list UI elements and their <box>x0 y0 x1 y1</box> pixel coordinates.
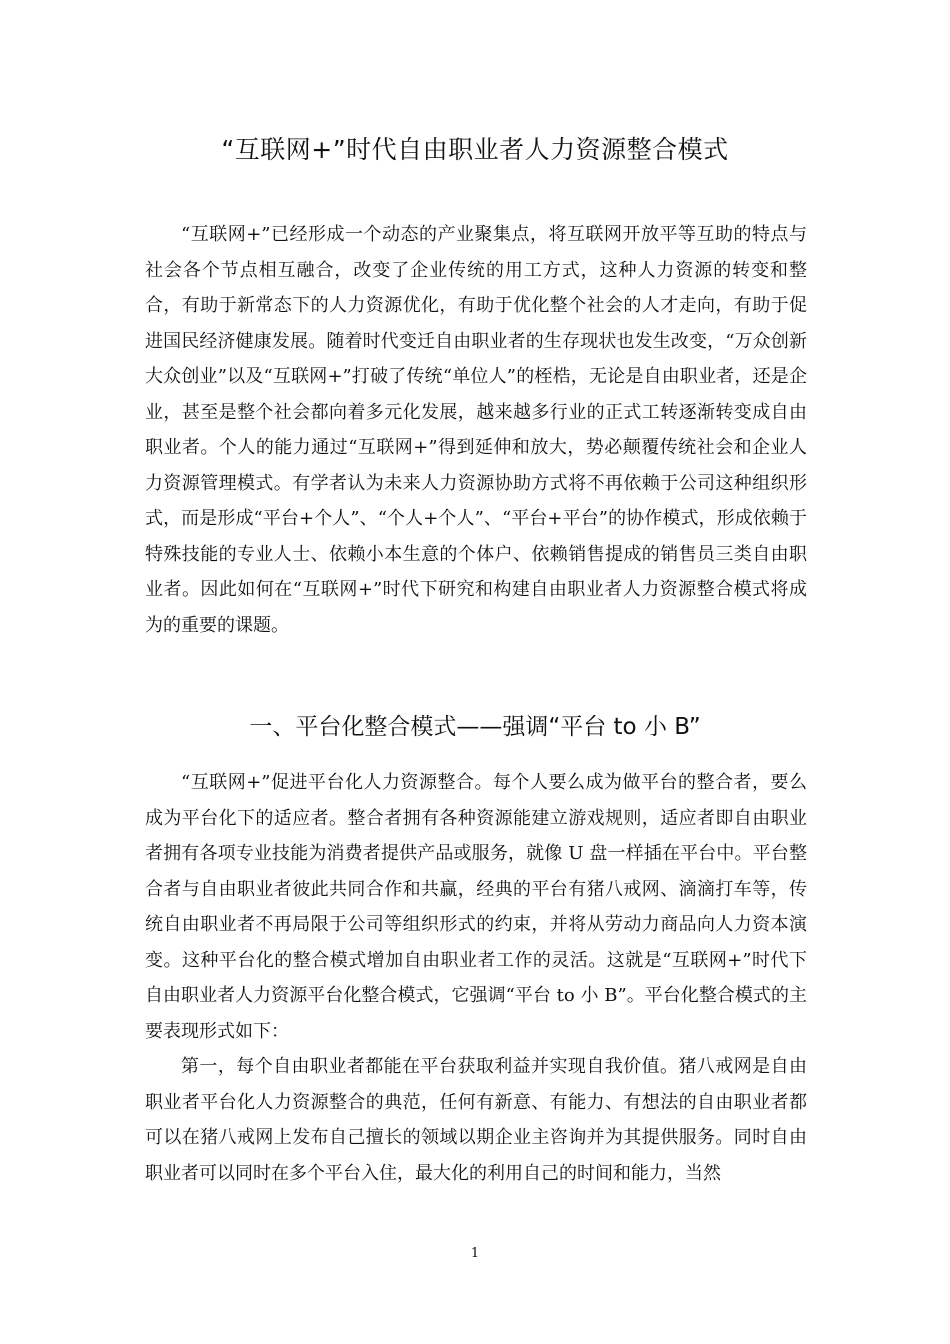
section-paragraph-2: 第一，每个自由职业者都能在平台获取利益并实现自我价值。猪八戒网是自由职业者平台化人力资源整合的典范，任何有新意、有能力、有想法的自由职业者都可以在猪八戒网上发布自己擅长的领域以期企业主咨询并为其提供服务。同时自由职业者可以同时在多个平台入住，最大化的利用自己的时间和能力，当然 <box>145 1056 807 1184</box>
section-heading: 一、平台化整合模式——强调“平台 to 小 B” <box>249 714 701 740</box>
section-paragraph-1: “互联网+”促进平台化人力资源整合。每个人要么成为做平台的整合者，要么成为平台化下的适应者。整合者拥有各种资源能建立游戏规则，适应者即自由职业者拥有各项专业技能为消费者提供产品或服务，就像 U 盘一样插在平台中。平台整合者与自由职业者彼此共同合作和共赢，经典的平台有猪八戒网、滴滴打车等，传统自由职业者不再局限于公司等组织形式的约束，并将从劳动力商品向人力资本演变。这种平台化的整合模式增加自由职业者工作的灵活。这就是“互联网+”时代下自由职业者人力资源平台化整合模式，它强调“平台 to 小 B”。平台化整合模式的主要表现形式如下： <box>145 772 807 1042</box>
section-body <box>145 765 807 1191</box>
document-title: “互联网+”时代自由职业者人力资源整合模式 <box>221 135 729 164</box>
page-number: 1 <box>470 1246 480 1261</box>
intro-section <box>145 217 807 643</box>
intro-paragraph: “互联网+”已经形成一个动态的产业聚集点，将互联网开放平等互助的特点与社会各个节点相互融合，改变了企业传统的用工方式，这种人力资源的转变和整合，有助于新常态下的人力资源优化，有助于优化整个社会的人才走向，有助于促进国民经济健康发展。随着时代变迁自由职业者的生存现状也发生改变，“万众创新 大众创业”以及“互联网+”打破了传统“单位人”的桎梏，无论是自由职业者，还是企业，甚至是整个社会都向着多元化发展，越来越多行业的正式工转逐渐转变成自由职业者。个人的能力通过“互联网+”得到延伸和放大，势必颠覆传统社会和企业人力资源管理模式。有学者认为未来人力资源协助方式将不再依赖于公司这种组织形式，而是形成“平台+个人”、“个人+个人”、“平台+平台”的协作模式，形成依赖于特殊技能的专业人士、依赖小本生意的个体户、依赖销售提成的销售员三类自由职业者。因此如何在“互联网+”时代下研究和构建自由职业者人力资源整合模式将成为的重要的课题。 <box>145 224 807 636</box>
